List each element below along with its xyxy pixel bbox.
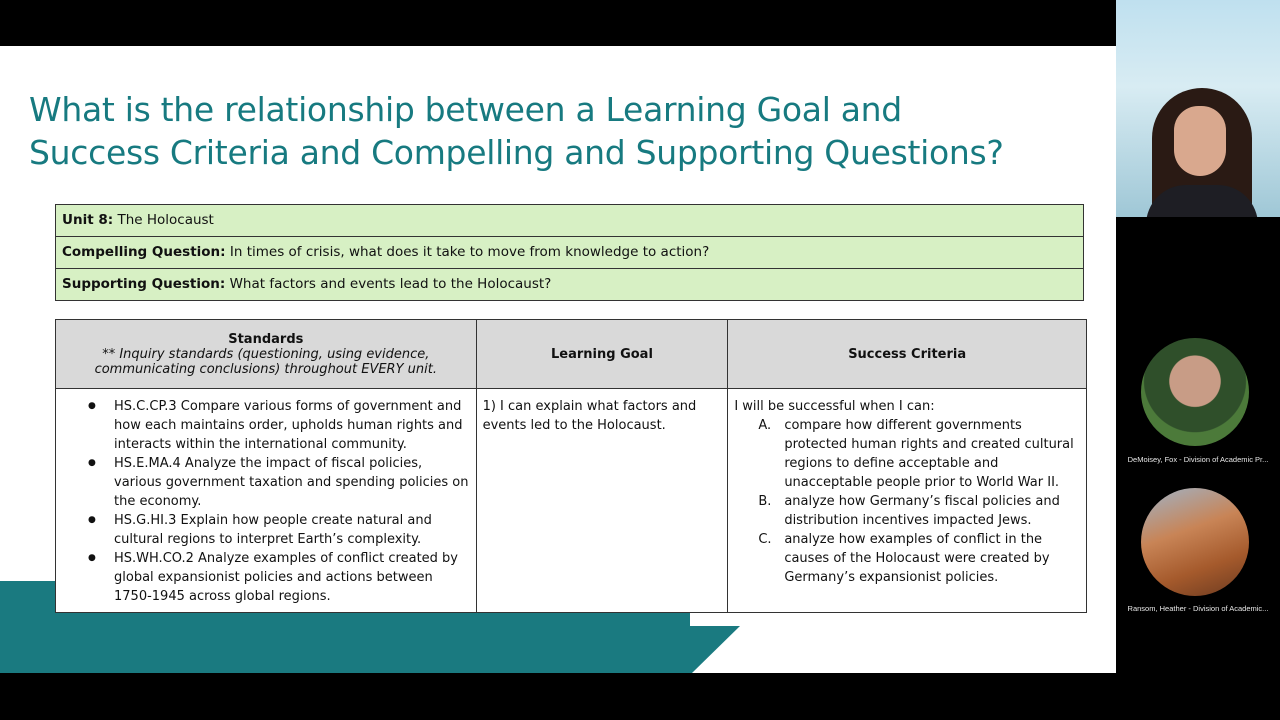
supporting-question-value: What factors and events lead to the Holocaust? — [225, 276, 552, 292]
success-criteria-cell — [728, 389, 1087, 613]
standards-header-note: ** Inquiry standards (questioning, using evidence, communicating conclusions) throughout EVERY unit. — [94, 346, 437, 377]
participant-avatar — [1141, 488, 1249, 596]
standards-cell — [56, 389, 477, 613]
slide-title-line-1: What is the relationship between a Learning Goal and — [29, 90, 902, 129]
criteria-letter: C. — [758, 532, 772, 547]
standard-item: ● HS.WH.CO.2 Analyze examples of conflict created by global expansionist policies and actions between 1750-1945 across global regions. — [114, 549, 470, 606]
success-criteria-item — [758, 492, 1080, 530]
unit-value: The Holocaust — [113, 212, 214, 228]
criteria-letter: A. — [758, 418, 772, 433]
teal-decor-wedge — [680, 626, 740, 673]
success-criteria-item — [758, 416, 1080, 492]
success-intro: I will be successful when I can: — [734, 399, 935, 414]
table-header-row — [56, 320, 1087, 389]
participant-tile[interactable] — [1116, 488, 1280, 618]
success-criteria-list — [734, 416, 1080, 587]
presentation-slide — [0, 46, 1116, 673]
compelling-question-value: In times of crisis, what does it take to move from knowledge to action? — [225, 244, 710, 260]
criteria-text: analyze how examples of conflict in the causes of the Holocaust were created by Germany’s expansionist policies. — [784, 532, 1050, 585]
participant-name: Ransom, Heather - Division of Academic... — [1127, 604, 1269, 613]
presenter-face — [1174, 106, 1226, 176]
compelling-question-row — [56, 237, 1083, 269]
participant-name: DeMoisey, Fox - Division of Academic Pr... — [1127, 455, 1269, 464]
supporting-question-label: Supporting Question: — [62, 276, 226, 292]
standard-item: ● HS.G.HI.3 Explain how people create natural and cultural regions to interpret Earth’s complexity. — [114, 511, 470, 549]
standard-item: ● HS.C.CP.3 Compare various forms of government and how each maintains order, upholds human rights and interacts within the international community. — [114, 397, 470, 454]
criteria-letter: B. — [758, 494, 772, 509]
slide-title-line-2: Success Criteria and Compelling and Supporting Questions? — [29, 133, 1004, 172]
supporting-question-row — [56, 269, 1083, 300]
unit-question-box — [55, 204, 1084, 301]
unit-row — [56, 205, 1083, 237]
participant-avatar — [1141, 338, 1249, 446]
standards-header-title: Standards — [228, 331, 304, 347]
presenter-video-tile[interactable] — [1116, 0, 1280, 217]
learning-goal-header: Learning Goal — [476, 320, 728, 389]
standards-header — [56, 320, 477, 389]
standards-list — [62, 397, 470, 606]
criteria-text: analyze how Germany’s fiscal policies and distribution incentives impacted Jews. — [784, 494, 1060, 528]
success-criteria-item — [758, 530, 1080, 587]
success-criteria-header: Success Criteria — [728, 320, 1087, 389]
slide-title — [29, 88, 1114, 174]
standard-item: ● HS.E.MA.4 Analyze the impact of fiscal policies, various government taxation and spending policies on the economy. — [114, 454, 470, 511]
unit-label: Unit 8: — [62, 212, 114, 228]
criteria-text: compare how different governments protected human rights and created cultural regions to define acceptable and unacceptable people prior to World War II. — [784, 418, 1074, 490]
table-row — [56, 389, 1087, 613]
compelling-question-label: Compelling Question: — [62, 244, 226, 260]
standards-table — [55, 319, 1087, 613]
learning-goal-cell: 1) I can explain what factors and events led to the Holocaust. — [476, 389, 728, 613]
participant-tile[interactable] — [1116, 338, 1280, 473]
